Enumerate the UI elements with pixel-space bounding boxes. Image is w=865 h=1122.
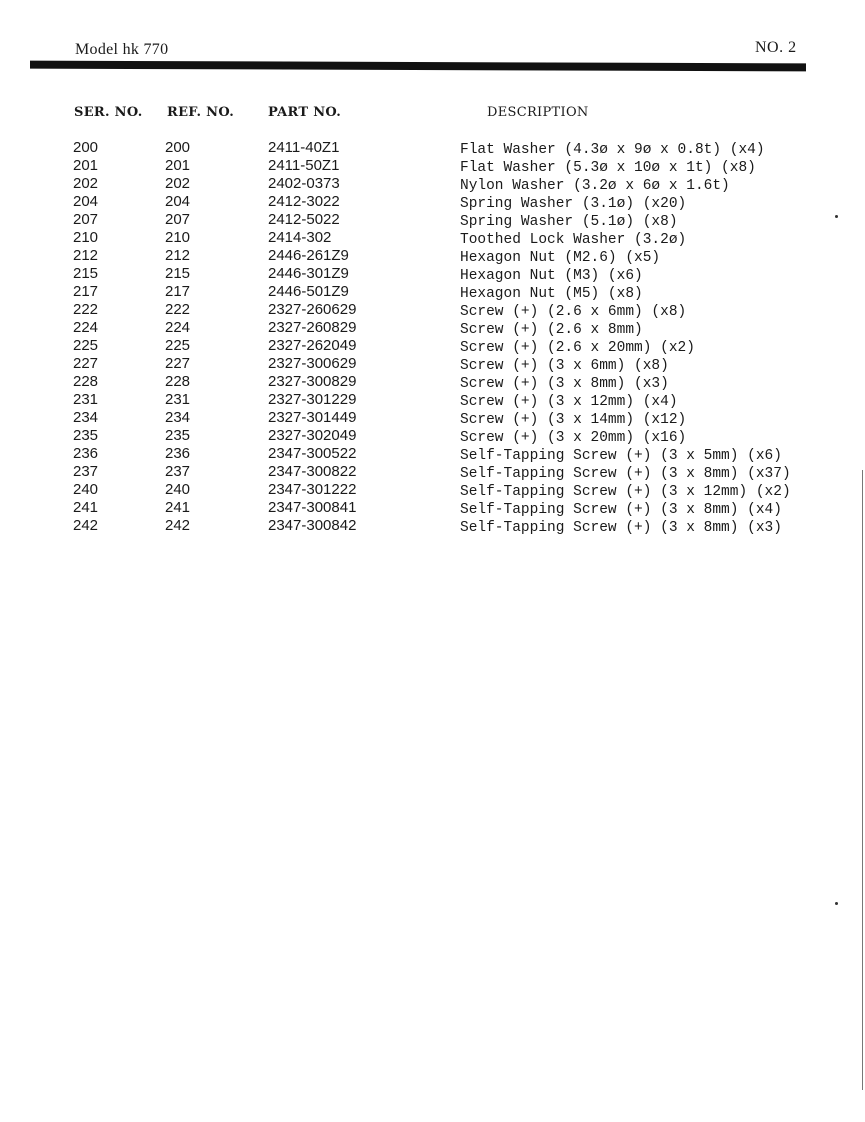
part-no-cell: 2411-40Z1 — [268, 139, 340, 156]
ser-no-cell: 237 — [73, 463, 99, 480]
ref-no-cell: 228 — [165, 373, 191, 390]
part-no-cell: 2327-262049 — [268, 337, 357, 354]
table-row — [0, 355, 865, 373]
description-cell: Screw (+) (3 x 12mm) (x4) — [460, 394, 678, 410]
table-row — [0, 265, 865, 283]
description-cell: Spring Washer (3.1ø) (x20) — [460, 196, 687, 212]
description-cell: Flat Washer (4.3ø x 9ø x 0.8t) (x4) — [460, 142, 765, 158]
part-no-cell: 2327-302049 — [268, 427, 357, 444]
ref-no-cell: 207 — [165, 211, 191, 228]
description-cell: Screw (+) (2.6 x 8mm) — [460, 322, 643, 338]
part-no-cell: 2414-302 — [268, 229, 332, 246]
description-cell: Self-Tapping Screw (+) (3 x 5mm) (x6) — [460, 448, 782, 464]
parts-table — [0, 139, 865, 535]
table-row — [0, 247, 865, 265]
ser-no-cell: 202 — [73, 175, 99, 192]
page-number: NO. 2 — [755, 39, 797, 56]
description-cell: Self-Tapping Screw (+) (3 x 8mm) (x37) — [460, 466, 791, 482]
part-no-cell: 2412-5022 — [268, 211, 340, 228]
table-row — [0, 481, 865, 499]
ref-no-cell: 212 — [165, 247, 191, 264]
column-header-ref-no: REF. NO. — [167, 105, 235, 120]
table-row — [0, 517, 865, 535]
ser-no-cell: 228 — [73, 373, 99, 390]
part-no-cell: 2446-261Z9 — [268, 247, 349, 264]
ref-no-cell: 240 — [165, 481, 191, 498]
ser-no-cell: 215 — [73, 265, 99, 282]
part-no-cell: 2327-260829 — [268, 319, 357, 336]
table-row — [0, 463, 865, 481]
ref-no-cell: 202 — [165, 175, 191, 192]
table-row — [0, 427, 865, 445]
part-no-cell: 2347-300842 — [268, 517, 357, 534]
part-no-cell: 2411-50Z1 — [268, 157, 340, 174]
ser-no-cell: 240 — [73, 481, 99, 498]
part-no-cell: 2347-300522 — [268, 445, 357, 462]
table-row — [0, 211, 865, 229]
table-row — [0, 391, 865, 409]
description-cell: Screw (+) (2.6 x 6mm) (x8) — [460, 304, 687, 320]
ref-no-cell: 231 — [165, 391, 191, 408]
part-no-cell: 2446-501Z9 — [268, 283, 349, 300]
description-cell: Screw (+) (3 x 8mm) (x3) — [460, 376, 669, 392]
table-row — [0, 301, 865, 319]
table-row — [0, 157, 865, 175]
description-cell: Nylon Washer (3.2ø x 6ø x 1.6t) — [460, 178, 730, 194]
table-row — [0, 445, 865, 463]
ser-no-cell: 236 — [73, 445, 99, 462]
ref-no-cell: 236 — [165, 445, 191, 462]
ser-no-cell: 222 — [73, 301, 99, 318]
part-no-cell: 2327-301449 — [268, 409, 357, 426]
table-row — [0, 337, 865, 355]
ref-no-cell: 210 — [165, 229, 191, 246]
part-no-cell: 2327-300629 — [268, 355, 357, 372]
ref-no-cell: 237 — [165, 463, 191, 480]
ref-no-cell: 227 — [165, 355, 191, 372]
ref-no-cell: 222 — [165, 301, 191, 318]
description-cell: Flat Washer (5.3ø x 10ø x 1t) (x8) — [460, 160, 756, 176]
ser-no-cell: 207 — [73, 211, 99, 228]
ser-no-cell: 204 — [73, 193, 99, 210]
column-header-ser-no: SER. NO. — [74, 105, 143, 120]
ref-no-cell: 215 — [165, 265, 191, 282]
scan-speck — [835, 215, 838, 218]
table-row — [0, 319, 865, 337]
ser-no-cell: 200 — [73, 139, 99, 156]
description-cell: Self-Tapping Screw (+) (3 x 12mm) (x2) — [460, 484, 791, 500]
ref-no-cell: 225 — [165, 337, 191, 354]
table-row — [0, 373, 865, 391]
model-title: Model hk 770 — [75, 41, 169, 58]
ser-no-cell: 241 — [73, 499, 99, 516]
ref-no-cell: 224 — [165, 319, 191, 336]
ref-no-cell: 234 — [165, 409, 191, 426]
ref-no-cell: 204 — [165, 193, 191, 210]
ref-no-cell: 200 — [165, 139, 191, 156]
ser-no-cell: 212 — [73, 247, 99, 264]
ser-no-cell: 235 — [73, 427, 99, 444]
column-header-description: DESCRIPTION — [487, 105, 589, 120]
description-cell: Hexagon Nut (M2.6) (x5) — [460, 250, 661, 266]
table-row — [0, 499, 865, 517]
ser-no-cell: 201 — [73, 157, 99, 174]
ser-no-cell: 227 — [73, 355, 99, 372]
table-row — [0, 175, 865, 193]
ser-no-cell: 210 — [73, 229, 99, 246]
part-no-cell: 2327-300829 — [268, 373, 357, 390]
ref-no-cell: 217 — [165, 283, 191, 300]
description-cell: Screw (+) (3 x 14mm) (x12) — [460, 412, 687, 428]
description-cell: Spring Washer (5.1ø) (x8) — [460, 214, 678, 230]
ser-no-cell: 217 — [73, 283, 99, 300]
header-rule — [30, 61, 806, 72]
part-no-cell: 2347-300822 — [268, 463, 357, 480]
part-no-cell: 2327-260629 — [268, 301, 357, 318]
part-no-cell: 2327-301229 — [268, 391, 357, 408]
table-row — [0, 139, 865, 157]
ser-no-cell: 234 — [73, 409, 99, 426]
description-cell: Self-Tapping Screw (+) (3 x 8mm) (x4) — [460, 502, 782, 518]
ref-no-cell: 235 — [165, 427, 191, 444]
description-cell: Self-Tapping Screw (+) (3 x 8mm) (x3) — [460, 520, 782, 536]
table-row — [0, 283, 865, 301]
ser-no-cell: 242 — [73, 517, 99, 534]
ser-no-cell: 224 — [73, 319, 99, 336]
table-row — [0, 193, 865, 211]
part-no-cell: 2347-300841 — [268, 499, 357, 516]
description-cell: Hexagon Nut (M3) (x6) — [460, 268, 643, 284]
scan-edge-line — [862, 470, 863, 1090]
description-cell: Screw (+) (3 x 20mm) (x16) — [460, 430, 687, 446]
description-cell: Toothed Lock Washer (3.2ø) — [460, 232, 687, 248]
ser-no-cell: 225 — [73, 337, 99, 354]
part-no-cell: 2402-0373 — [268, 175, 340, 192]
ref-no-cell: 242 — [165, 517, 191, 534]
ser-no-cell: 231 — [73, 391, 99, 408]
description-cell: Screw (+) (3 x 6mm) (x8) — [460, 358, 669, 374]
description-cell: Hexagon Nut (M5) (x8) — [460, 286, 643, 302]
table-row — [0, 229, 865, 247]
description-cell: Screw (+) (2.6 x 20mm) (x2) — [460, 340, 695, 356]
ref-no-cell: 241 — [165, 499, 191, 516]
column-header-part-no: PART NO. — [268, 105, 342, 120]
ref-no-cell: 201 — [165, 157, 191, 174]
part-no-cell: 2347-301222 — [268, 481, 357, 498]
part-no-cell: 2412-3022 — [268, 193, 340, 210]
table-row — [0, 409, 865, 427]
part-no-cell: 2446-301Z9 — [268, 265, 349, 282]
scan-speck — [835, 902, 838, 905]
